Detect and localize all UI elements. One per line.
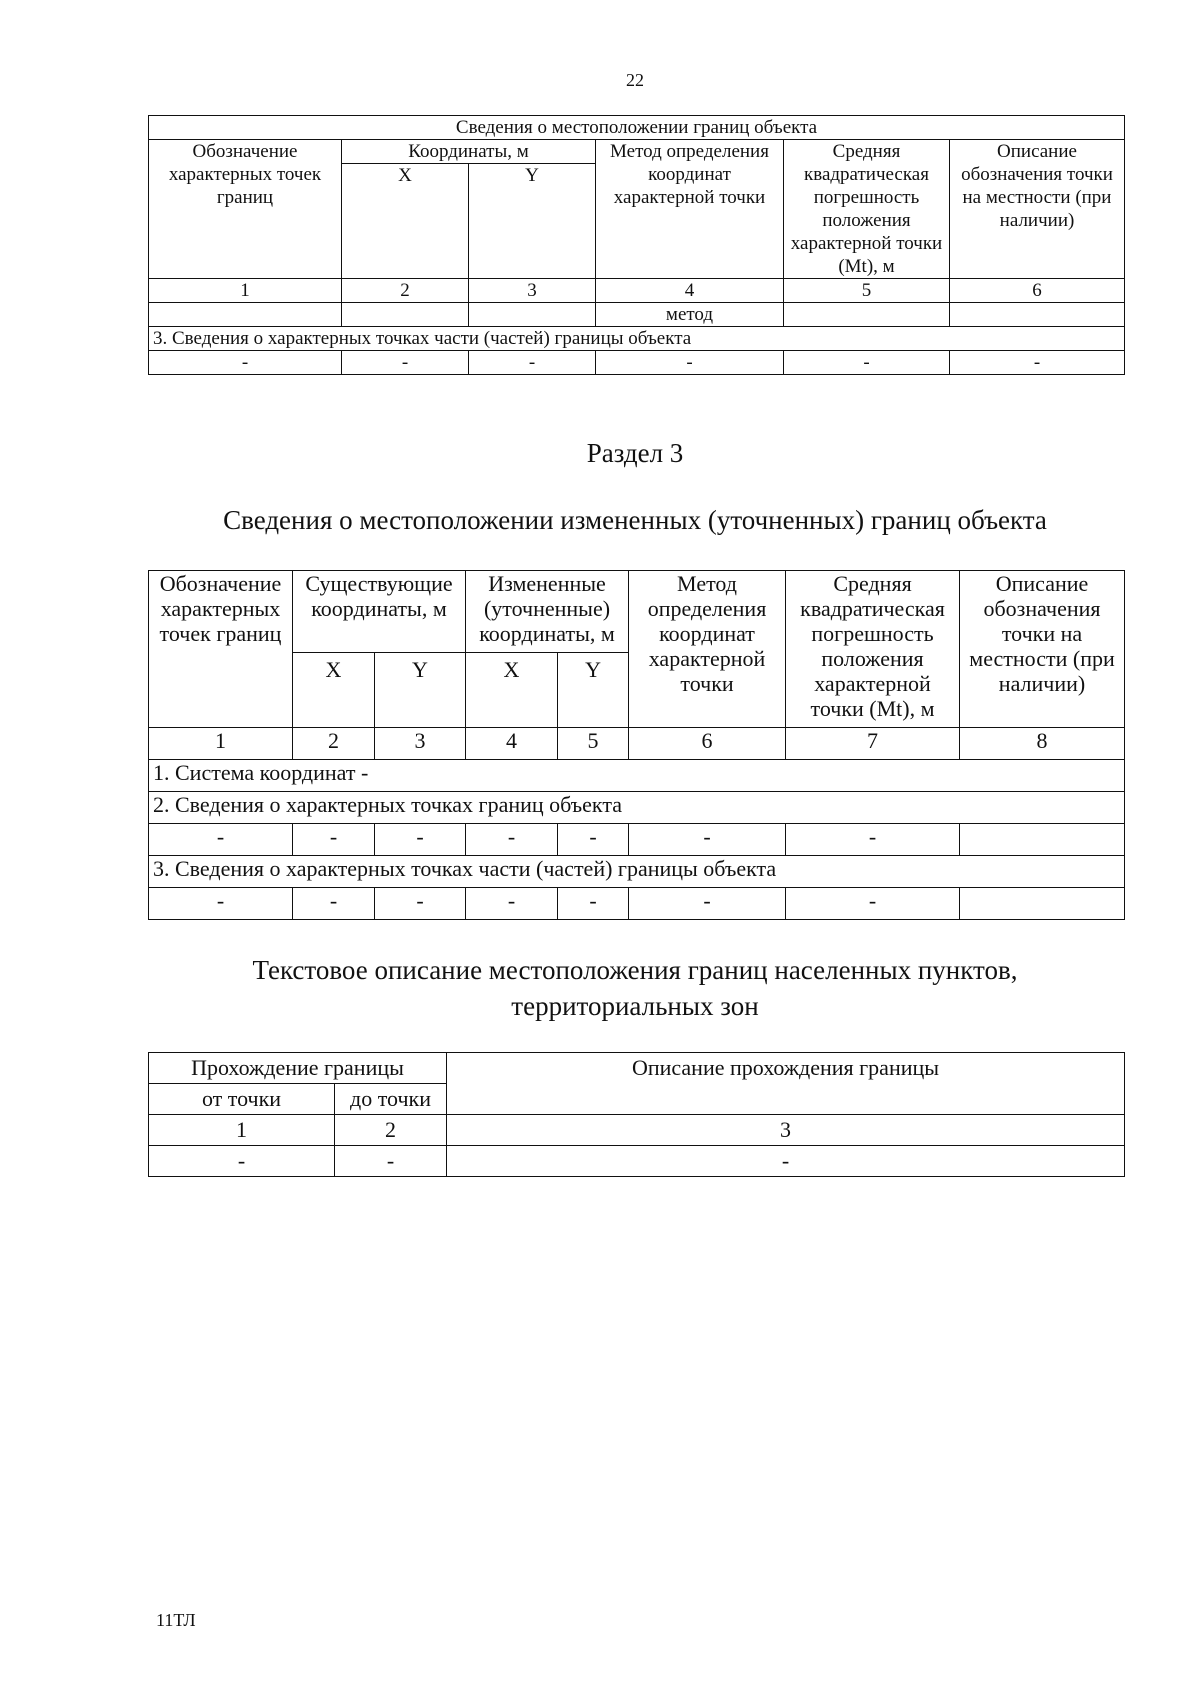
heading-line: территориальных зон [511, 991, 759, 1021]
table-cell: 2 [293, 728, 375, 760]
section-subheading: Сведения о местоположении измененных (уточненных) границ объекта [223, 505, 1047, 535]
table-cell: 5 [784, 279, 950, 303]
boundary-location-table [148, 115, 1125, 375]
section-label: 3. Сведения о характерных точках части (частей) границы объекта [149, 327, 1125, 351]
table-cell [149, 303, 342, 327]
section-heading: Раздел 3 [586, 438, 684, 468]
header-error: Средняя квадратическая погрешность положения характерной точки (Mt), м [784, 140, 950, 279]
header-description: Описание обозначения точки на местности (при наличии) [950, 140, 1125, 279]
header-x: X [466, 653, 558, 728]
section-label: 3. Сведения о характерных точках части (частей) границы объекта [149, 856, 1125, 888]
header-existing-coords: Существующие координаты, м [293, 571, 466, 653]
table-cell [960, 888, 1125, 920]
header-coords: Координаты, м [342, 140, 596, 164]
table-cell: - [786, 888, 960, 920]
table-cell: - [149, 351, 342, 375]
table-cell: 1 [149, 279, 342, 303]
table-cell: 3 [447, 1115, 1125, 1146]
table-cell: - [293, 888, 375, 920]
table-cell: - [342, 351, 469, 375]
table-cell: - [784, 351, 950, 375]
header-changed-coords: Измененные (уточненные) координаты, м [466, 571, 629, 653]
table-cell: - [293, 824, 375, 856]
header-y: Y [375, 653, 466, 728]
table-cell: - [375, 824, 466, 856]
table-cell: - [335, 1146, 447, 1177]
table-cell: 4 [466, 728, 558, 760]
column-numbers-row [149, 728, 1125, 760]
header-y: Y [558, 653, 629, 728]
changed-boundaries-table [148, 570, 1125, 920]
table-cell: метод [596, 303, 784, 327]
section-label: 2. Сведения о характерных точках границ объекта [149, 792, 1125, 824]
header-error: Средняя квадратическая погрешность положения характерной точки (Mt), м [786, 571, 960, 728]
header-description: Описание обозначения точки на местности (при наличии) [960, 571, 1125, 728]
table-cell: 5 [558, 728, 629, 760]
column-numbers-row [149, 1115, 1125, 1146]
document-code: 11ТЛ [156, 1610, 196, 1630]
header-to-point: до точки [335, 1084, 447, 1115]
table-cell: - [558, 824, 629, 856]
table-cell: 1 [149, 1115, 335, 1146]
table-cell: - [950, 351, 1125, 375]
table-row [149, 351, 1125, 375]
table-cell: 8 [960, 728, 1125, 760]
header-passage-description: Описание прохождения границы [447, 1053, 1125, 1115]
table-cell: - [149, 824, 293, 856]
column-numbers-row [149, 279, 1125, 303]
table-cell: - [469, 351, 596, 375]
table-cell: - [375, 888, 466, 920]
header-y: Y [469, 164, 596, 279]
table-cell [469, 303, 596, 327]
table-row [149, 888, 1125, 920]
header-x: X [342, 164, 469, 279]
header-designation: Обозначение характерных точек границ [149, 571, 293, 728]
header-designation: Обозначение характерных точек границ [149, 140, 342, 279]
table-cell [784, 303, 950, 327]
table-cell: - [558, 888, 629, 920]
header-method: Метод определения координат характерной точки [596, 140, 784, 279]
table-cell: 6 [629, 728, 786, 760]
table-cell: 4 [596, 279, 784, 303]
coordinate-system-label: 1. Система координат - [149, 760, 1125, 792]
table-cell: - [596, 351, 784, 375]
table-cell: - [149, 888, 293, 920]
table-cell: - [629, 824, 786, 856]
table-cell: - [786, 824, 960, 856]
table-cell: 1 [149, 728, 293, 760]
text-description-heading [0, 952, 1200, 1024]
table-cell: 7 [786, 728, 960, 760]
table-cell [950, 303, 1125, 327]
table-cell: 3 [469, 279, 596, 303]
table-cell: - [629, 888, 786, 920]
header-method: Метод определения координат характерной точки [629, 571, 786, 728]
boundary-passage-table [148, 1052, 1125, 1177]
table-cell: - [466, 888, 558, 920]
table-row [149, 303, 1125, 327]
header-passage: Прохождение границы [149, 1053, 447, 1084]
table-row [149, 824, 1125, 856]
page-number: 22 [626, 70, 644, 90]
table-cell [342, 303, 469, 327]
table-cell [960, 824, 1125, 856]
table-cell: - [149, 1146, 335, 1177]
table-row [149, 1146, 1125, 1177]
header-from-point: от точки [149, 1084, 335, 1115]
table-cell: 2 [335, 1115, 447, 1146]
table-cell: 3 [375, 728, 466, 760]
header-x: X [293, 653, 375, 728]
table-title: Сведения о местоположении границ объекта [149, 116, 1125, 140]
heading-line: Текстовое описание местоположения границ населенных пунктов, [252, 955, 1018, 985]
table-cell: - [466, 824, 558, 856]
table-cell: 6 [950, 279, 1125, 303]
table-cell: 2 [342, 279, 469, 303]
table-cell: - [447, 1146, 1125, 1177]
